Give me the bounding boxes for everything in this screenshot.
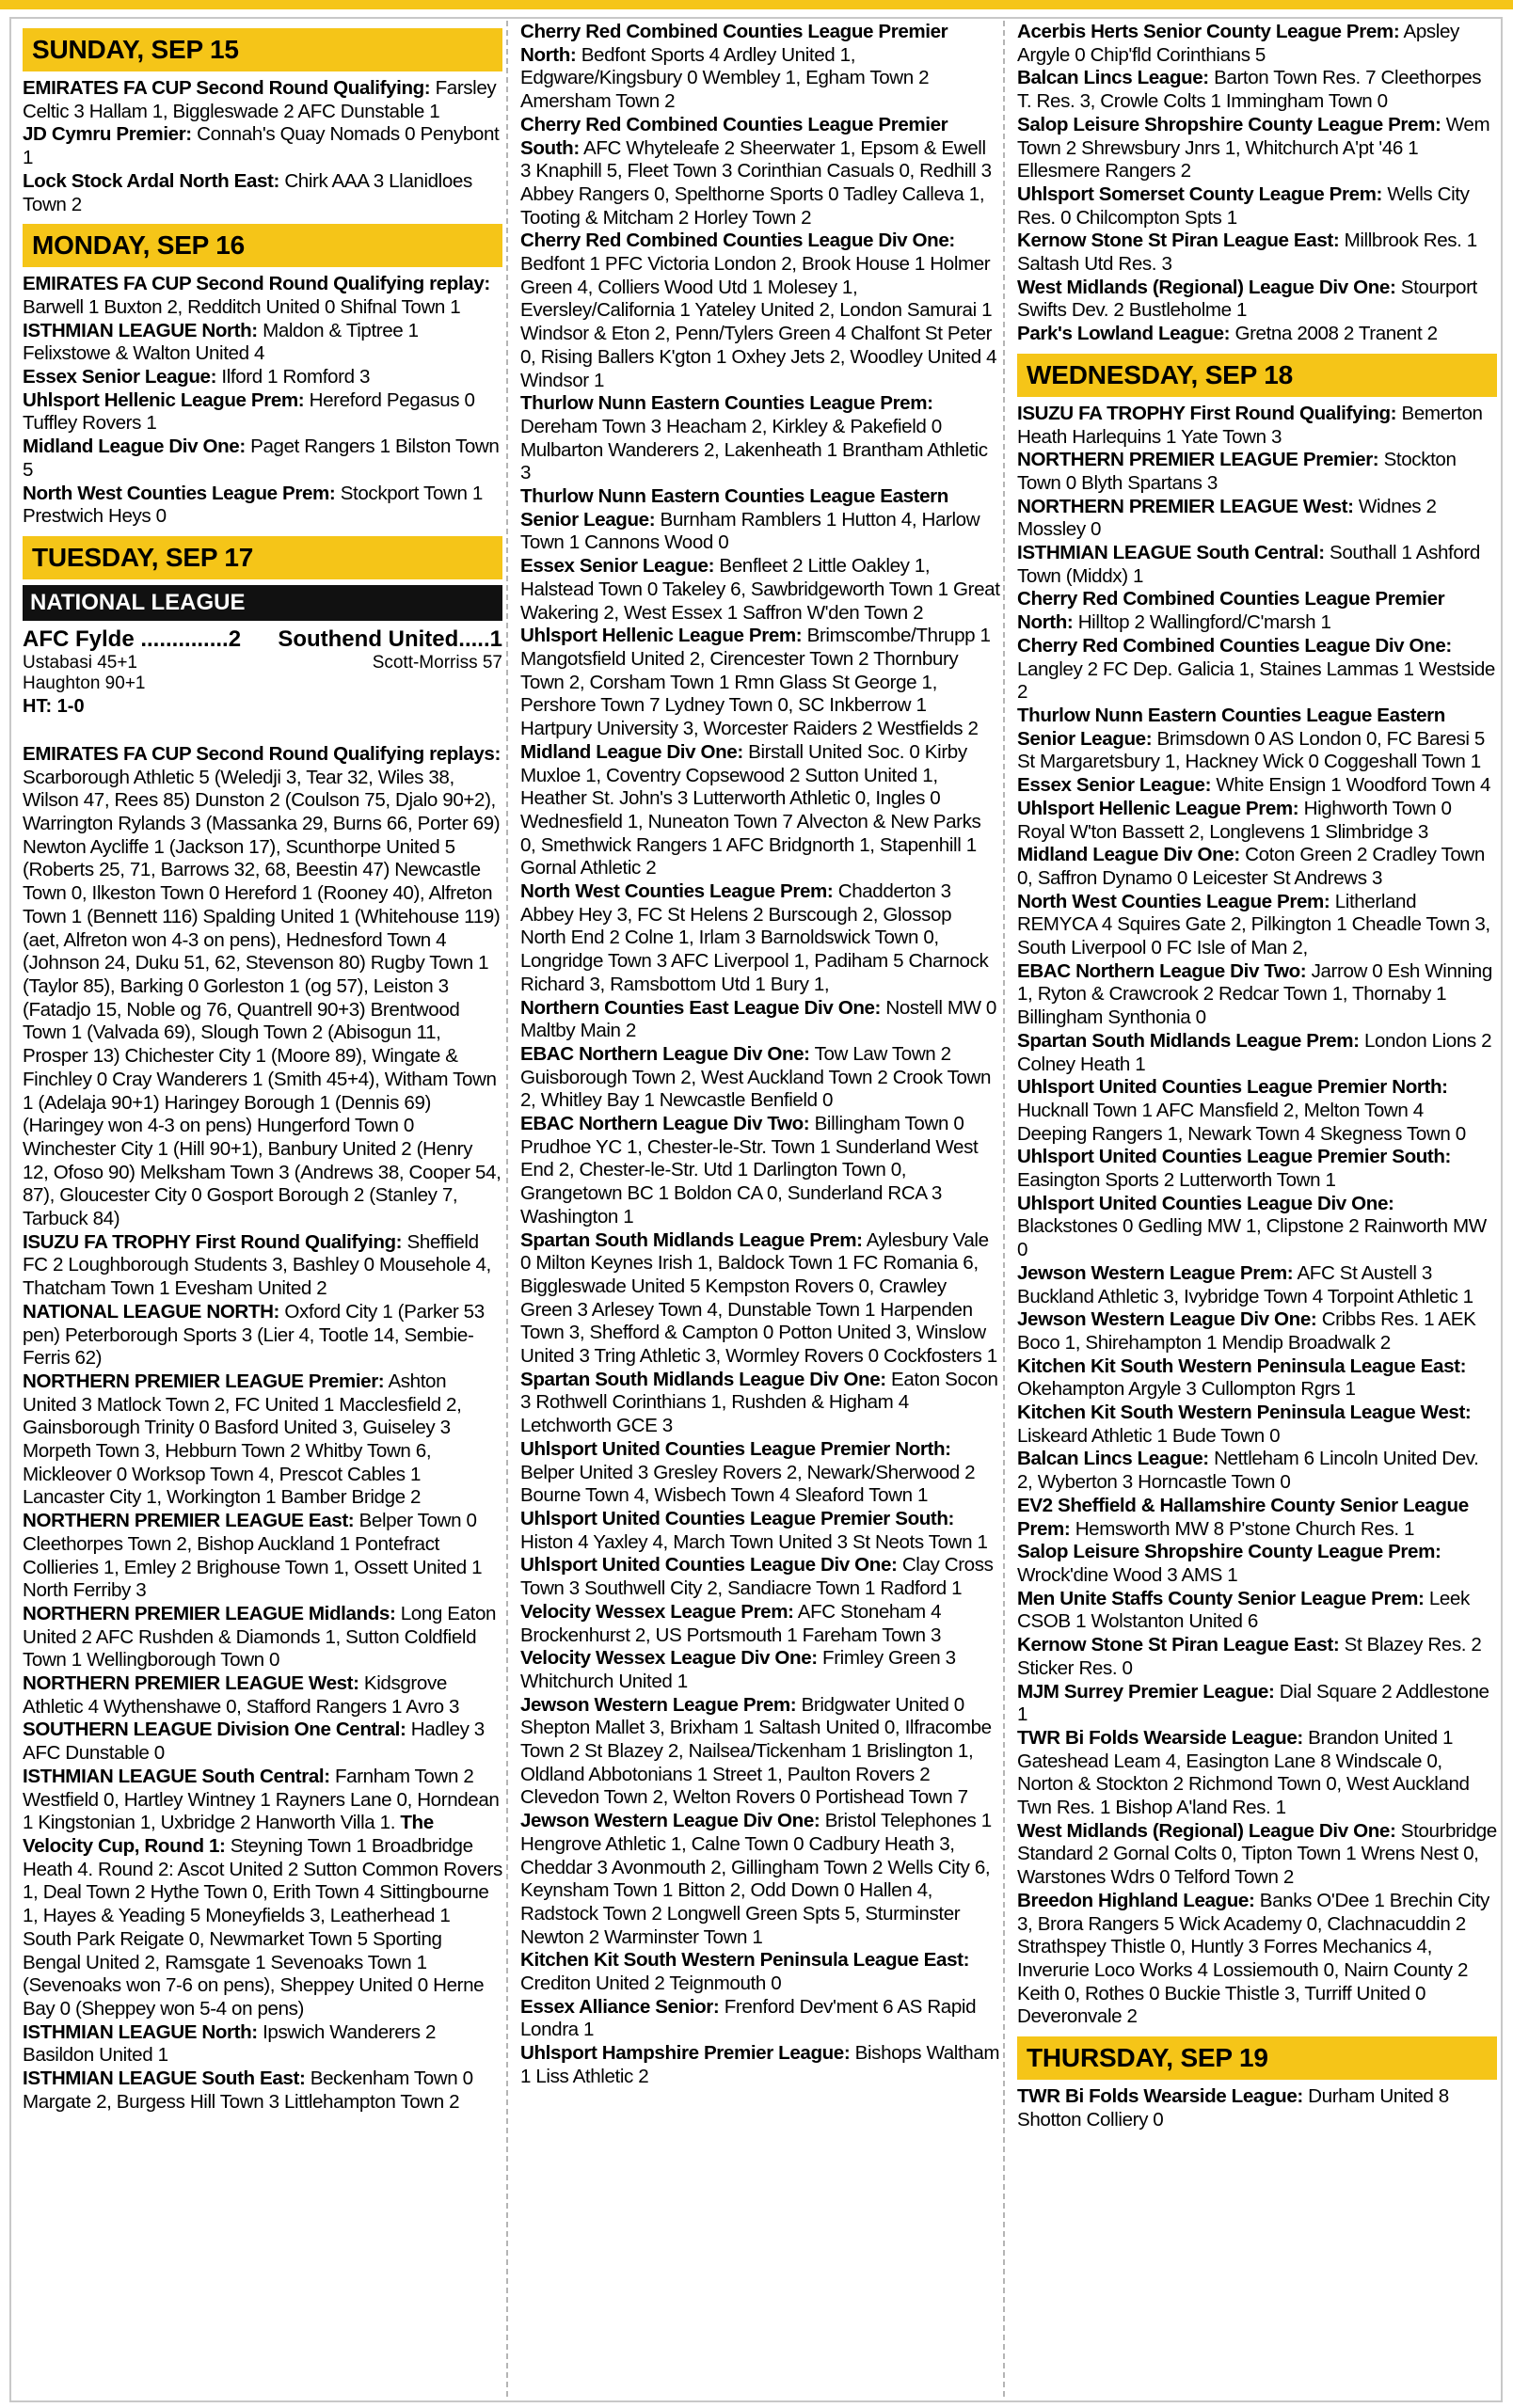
results-paragraph <box>520 2042 1000 2088</box>
day-heading: WEDNESDAY, SEP 18 <box>1017 354 1497 397</box>
results-paragraph <box>1017 1890 1497 2029</box>
league-name: MJM Surrey Premier League: <box>1017 1680 1275 1703</box>
results-text: Barton Town Res. 7 Cleethorpes T. Res. 3, Crowle Colts 1 Immingham Town 0 <box>1017 67 1482 113</box>
results-text: Nettleham 6 Lincoln United Dev. 2, Wyberton 3 Horncastle Town 0 <box>1017 1448 1479 1494</box>
league-name: JD Cymru Premier: <box>23 123 192 146</box>
results-paragraph <box>520 1438 1000 1508</box>
league-name: Cherry Red Combined Counties League Premier South: <box>520 113 948 159</box>
home-scorer: Haughton 90+1 <box>23 673 146 693</box>
league-name: Midland League Div One: <box>520 740 743 763</box>
results-paragraph <box>23 2021 502 2067</box>
league-name: Northern Counties East League Div One: <box>520 996 882 1019</box>
results-paragraph <box>1017 183 1497 230</box>
results-paragraph <box>1017 1448 1497 1494</box>
results-paragraph <box>520 880 1000 997</box>
results-column-2 <box>520 21 1000 2397</box>
league-name: Essex Alliance Senior: <box>520 1995 720 2018</box>
results-text: Brimscombe/Thrupp 1 Mangotsfield United 2, Cirencester Town 2 Thornbury Town 2, Corsham Town 1 Rmn Glass St George 1, Pershore Town 7 Lydney Town 0, SC Inkberrow 1 Hartpury University 3, Worcester Raiders 2 Westfields 2 <box>520 625 991 740</box>
results-text: Litherland REMYCA 4 Squires Gate 2, Pilkington 1 Cheadle Town 3, South Liverpool 0 FC Isle of Man 2, <box>1017 890 1490 959</box>
league-name: Thurlow Nunn Eastern Counties League Eastern Senior League: <box>1017 704 1445 750</box>
results-paragraph <box>23 1370 502 1510</box>
results-text: Dial Square 2 Addlestone 1 <box>1017 1680 1489 1726</box>
results-paragraph <box>23 77 502 123</box>
results-text: Maldon & Tiptree 1 Felixstowe & Walton United 4 <box>23 319 419 365</box>
results-paragraph <box>520 1554 1000 1600</box>
results-paragraph <box>1017 1355 1497 1402</box>
results-text: Leek CSOB 1 Wolstanton United 6 <box>1017 1587 1470 1633</box>
results-paragraph <box>1017 1308 1497 1354</box>
results-text: Bedfont Sports 4 Ardley United 1, Edgware/Kingsbury 0 Wembley 1, Egham Town 2 Amersham Town 2 <box>520 43 930 113</box>
results-text: Widnes 2 Mossley 0 <box>1017 495 1437 541</box>
away-team-score: Southend United.....1 <box>278 626 502 652</box>
results-paragraph <box>1017 496 1497 542</box>
results-paragraph <box>23 1510 502 1603</box>
results-paragraph <box>1017 1588 1497 1634</box>
results-text: Histon 4 Yaxley 4, March Town United 3 St Neots Town 1 <box>520 1530 988 1553</box>
results-text: Southall 1 Ashford Town (Middx) 1 <box>1017 542 1480 587</box>
league-name: Uhlsport United Counties League Premier South: <box>1017 1146 1452 1168</box>
results-text: Long Eaton United 2 AFC Rushden & Diamonds 1, Sutton Coldfield Town 1 Wellingborough Town 0 <box>23 1602 497 1671</box>
league-name: EMIRATES FA CUP Second Round Qualifying replay: <box>23 273 490 295</box>
day-heading: TUESDAY, SEP 17 <box>23 536 502 579</box>
results-paragraph <box>1017 1634 1497 1680</box>
results-paragraph <box>23 170 502 216</box>
results-text: Millbrook Res. 1 Saltash Utd Res. 3 <box>1017 230 1477 276</box>
results-text: Scarborough Athletic 5 (Weledji 3, Tear 32, Wiles 38, Wilson 47, Rees 85) Dunston 2 (Coulson 75, Djalo 90+2), Warrington Rylands 3 (Massanka 29, Burns 66, Porter 69) Newton Aycliffe 1 (Jackson 17), Scunthorpe United 5 (Roberts 25, 71, Barrows 32, 68, Beestin 47) Newcastle Town 0, Ilkeston Town 0 Hereford 1 (Rooney 40), Alfreton Town 1 (Bennett 116) Spalding United 1 (Whitehouse 119) (aet, Alfreton won 4-3 on pens), Hednesford Town 4 (Johnson 24, Duku 51, 62, Stevenson 80) Rugby Town 1 (Taylor 85), Barking 0 Gorleston 1 (og 57), Leiston 3 (Fatadjo 15, Noble og 76, Quantrell 90+3) Brentwood Town 1 (Valvada 69), Slough Town 2 (Abisogun 11, Prosper 13) Chichester City 1 (Moore 89), Wingate & Finchley 0 Cray Wanderers 1 (Smith 45+4), Witham Town 1 (Adelaja 90+1) Haringey Borough 1 (Dennis 69) (Haringey won 4-3 on pens) Hungerford Town 0 Winchester City 1 (Hill 90+1), Banbury United 2 (Henry 12, Ofoso 90) Melksham Town 3 (Andrews 38, Cooper 54, 87), Gloucester City 0 Gosport Borough 2 (Stanley 7, Tarbuck 84) <box>23 766 502 1230</box>
results-paragraph <box>1017 1030 1497 1076</box>
results-text: Ipswich Wanderers 2 Basildon United 1 <box>23 2020 436 2067</box>
league-name: Salop Leisure Shropshire County League Prem: <box>1017 113 1441 135</box>
league-name: Midland League Div One: <box>1017 844 1240 866</box>
results-paragraph <box>1017 1495 1497 1541</box>
results-text: Kidsgrove Athletic 4 Wythenshawe 0, Stafford Rangers 1 Avro 3 <box>23 1672 460 1718</box>
league-name: North West Counties League Prem: <box>1017 890 1330 912</box>
results-paragraph <box>520 1694 1000 1811</box>
league-name: NORTHERN PREMIER LEAGUE West: <box>23 1672 359 1695</box>
league-name: Spartan South Midlands League Prem: <box>1017 1029 1360 1052</box>
results-text: St Blazey Res. 2 Sticker Res. 0 <box>1017 1634 1482 1679</box>
results-paragraph <box>520 1113 1000 1229</box>
column-divider <box>1003 21 1005 2397</box>
results-paragraph <box>1017 1076 1497 1146</box>
league-name: Velocity Wessex League Div One: <box>520 1647 818 1670</box>
results-paragraph <box>520 21 1000 114</box>
results-paragraph <box>23 1719 502 1765</box>
results-text: Paget Rangers 1 Bilston Town 5 <box>23 436 500 481</box>
league-name: EBAC Northern League Div One: <box>520 1042 810 1065</box>
results-paragraph <box>1017 449 1497 495</box>
results-text: Ilford 1 Romford 3 <box>221 366 370 388</box>
results-text: White Ensign 1 Woodford Town 4 <box>1216 774 1491 797</box>
results-text: Wrock'dine Wood 3 AMS 1 <box>1017 1564 1238 1586</box>
results-paragraph <box>1017 277 1497 323</box>
league-name: The Velocity Cup, Round 1: <box>23 1812 434 1857</box>
results-text: Okehampton Argyle 3 Cullompton Rgrs 1 <box>1017 1378 1356 1401</box>
results-text: Frenford Dev'ment 6 AS Rapid Londra 1 <box>520 1995 977 2041</box>
results-column-3 <box>1017 21 1497 2397</box>
league-name: Kitchen Kit South Western Peninsula League West: <box>1017 1402 1472 1424</box>
results-paragraph <box>1017 1541 1497 1587</box>
results-paragraph <box>23 1766 502 2021</box>
league-name: Thurlow Nunn Eastern Counties League Eastern Senior League: <box>520 485 948 531</box>
league-name: ISUZU FA TROPHY First Round Qualifying: <box>1017 402 1397 424</box>
league-name: Cherry Red Combined Counties League Div One: <box>520 230 955 252</box>
league-name: EBAC Northern League Div Two: <box>1017 959 1307 982</box>
league-name: Uhlsport Hellenic League Prem: <box>1017 797 1299 819</box>
results-text: Chirk AAA 3 Llanidloes Town 2 <box>23 169 472 215</box>
league-name: TWR Bi Folds Wearside League: <box>1017 1726 1303 1749</box>
results-paragraph <box>1017 323 1497 346</box>
league-name: Cherry Red Combined Counties League Premier North: <box>520 21 948 66</box>
league-name: Jewson Western League Div One: <box>520 1810 820 1832</box>
league-name: Lock Stock Ardal North East: <box>23 169 279 192</box>
results-text: Highworth Town 0 Royal W'ton Bassett 2, Longlevens 1 Slimbridge 3 <box>1017 797 1452 843</box>
league-name: Kernow Stone St Piran League East: <box>1017 1634 1340 1656</box>
results-text: Dereham Town 3 Heacham 2, Kirkley & Pakefield 0 Mulbarton Wanderers 2, Lakenheath 1 Brantham Athletic 3 <box>520 415 988 484</box>
results-paragraph <box>520 1369 1000 1438</box>
league-name: EBAC Northern League Div Two: <box>520 1113 810 1135</box>
results-paragraph <box>1017 230 1497 276</box>
home-scorer: Ustabasi 45+1 <box>23 652 137 673</box>
results-paragraph <box>520 1810 1000 1949</box>
results-text: Wells City Res. 0 Chilcompton Spts 1 <box>1017 182 1470 229</box>
results-paragraph <box>1017 1146 1497 1192</box>
league-name: NORTHERN PREMIER LEAGUE Midlands: <box>23 1602 396 1624</box>
day-heading: SUNDAY, SEP 15 <box>23 28 502 71</box>
results-paragraph <box>1017 21 1497 67</box>
league-name: Uhlsport Hellenic League Prem: <box>23 388 305 411</box>
results-paragraph <box>520 1043 1000 1113</box>
home-team-score: AFC Fylde ..............2 <box>23 626 242 652</box>
results-text: AFC Stoneham 4 Brockenhurst 2, US Portsmouth 1 Fareham Town 3 <box>520 1600 942 1646</box>
results-text: Wem Town 2 Shrewsbury Jnrs 1, Whitchurch A'pt '46 1 Ellesmere Rangers 2 <box>1017 113 1490 182</box>
results-text: London Lions 2 Colney Heath 1 <box>1017 1029 1492 1075</box>
league-name: ISTHMIAN LEAGUE South East: <box>23 2067 306 2090</box>
league-name: Cherry Red Combined Counties League Premier North: <box>1017 588 1445 634</box>
league-name: Breedon Highland League: <box>1017 1889 1255 1911</box>
league-name: West Midlands (Regional) League Div One: <box>1017 1819 1396 1842</box>
results-paragraph <box>520 741 1000 880</box>
results-paragraph <box>23 273 502 319</box>
results-text: AFC Whyteleafe 2 Sheerwater 1, Epsom & Ewell 3 Knaphill 5, Fleet Town 3 Corinthian Casuals 0, Redhill 3 Abbey Rangers 0, Spelthorne Sports 0 Tadley Calleva 1, Tooting & Mitcham 2 Horley Town 2 <box>520 136 992 229</box>
league-name: Jewson Western League Prem: <box>520 1693 797 1716</box>
results-text: Burnham Ramblers 1 Hutton 4, Harlow Town 1 Cannons Wood 0 <box>520 508 980 554</box>
results-text: Steyning Town 1 Broadbridge Heath 4. Round 2: Ascot United 2 Sutton Common Rovers 1, Deal Town 2 Hythe Town 0, Erith Town 4 Sittingbourne 1, Hayes & Yeading 5 Moneyfields 3, Leatherhead 1 South Park Reigate 0, Newmarket Town 5 Sporting Bengal United 2, Ramsgate 1 Sevenoaks Town 1 (Sevenoaks won 7-6 on pens), Sheppey United 0 Herne Bay 0 (Sheppey won 5-4 on pens) <box>23 1835 502 2020</box>
away-scorer: Scott-Morriss 57 <box>372 652 502 673</box>
league-name: EMIRATES FA CUP Second Round Qualifying replays: <box>23 742 501 765</box>
results-paragraph <box>520 1601 1000 1647</box>
results-paragraph <box>1017 1193 1497 1262</box>
results-paragraph <box>23 436 502 482</box>
results-text: Brimsdown 0 AS London 0, FC Baresi 5 St Margaretsbury 1, Hackney Wick 0 Coggeshall Town 1 <box>1017 727 1485 773</box>
league-name: North West Counties League Prem: <box>520 880 834 903</box>
league-name: NORTHERN PREMIER LEAGUE Premier: <box>1017 449 1379 471</box>
results-text: Bishops Waltham 1 Liss Athletic 2 <box>520 2042 1000 2087</box>
league-name: Thurlow Nunn Eastern Counties League Prem: <box>520 392 933 415</box>
results-paragraph <box>520 997 1000 1043</box>
results-paragraph <box>1017 891 1497 960</box>
league-name: Uhlsport United Counties League Premier North: <box>1017 1076 1448 1099</box>
results-paragraph <box>520 555 1000 625</box>
results-text: Crediton United 2 Teignmouth 0 <box>520 1972 782 1995</box>
league-name: ISTHMIAN LEAGUE South Central: <box>23 1765 330 1787</box>
results-paragraph <box>520 1508 1000 1554</box>
league-name: Uhlsport Hellenic League Prem: <box>520 625 803 647</box>
results-text: Aylesbury Vale 0 Milton Keynes Irish 1, Baldock Town 1 FC Romania 6, Biggleswade United 5 Kempston Rovers 0, Crawley Green 3 Arlesey Town 4, Dunstable Town 1 Harpenden Town 3, Shefford & Campton 0 Potton United 3, Winslow United 3 Tring Athletic 3, Wormley Rovers 0 Cockfosters 1 <box>520 1228 997 1368</box>
league-name: Balcan Lincs League: <box>1017 67 1209 89</box>
league-name: EV2 Sheffield & Hallamshire County Senior League Prem: <box>1017 1494 1469 1540</box>
results-paragraph <box>1017 114 1497 183</box>
results-paragraph <box>23 483 502 529</box>
results-paragraph <box>23 743 502 1231</box>
results-text: Stourbridge Standard 2 Gornal Colts 0, Tipton Town 1 Wrens Nest 0, Warstones Wdrs 0 Telford Town 2 <box>1017 1819 1497 1889</box>
league-name: Essex Senior League: <box>23 366 217 388</box>
results-text: Beckenham Town 0 Margate 2, Burgess Hill Town 3 Littlehampton Town 2 <box>23 2067 473 2113</box>
league-name: Essex Senior League: <box>1017 774 1212 797</box>
results-text: Barwell 1 Buxton 2, Redditch United 0 Shifnal Town 1 <box>23 295 461 318</box>
results-text: Eaton Socon 3 Rothwell Corinthians 1, Rushden & Higham 4 Letchworth GCE 3 <box>520 1368 998 1437</box>
results-paragraph <box>23 320 502 366</box>
results-paragraph <box>1017 542 1497 588</box>
results-text: Langley 2 FC Dep. Galicia 1, Staines Lammas 1 Westside 2 <box>1017 657 1495 704</box>
results-text: AFC St Austell 3 Buckland Athletic 3, Ivybridge Town 4 Torpoint Athletic 1 <box>1017 1261 1473 1307</box>
results-paragraph <box>23 1672 502 1719</box>
results-paragraph <box>1017 1820 1497 1890</box>
results-text: Bristol Telephones 1 Hengrove Athletic 1, Calne Town 0 Cadbury Heath 3, Cheddar 3 Avonmouth 2, Gillingham Town 2 Wells City 6, Keynsham Town 1 Bitton 2, Odd Down 0 Hallen 4, Radstock Town 2 Longwell Green Spts 5, Sturminster Newton 2 Warminster Town 1 <box>520 1810 992 1948</box>
league-name: Kernow Stone St Piran League East: <box>1017 230 1340 252</box>
results-text: Tow Law Town 2 Guisborough Town 2, West Auckland Town 2 Crook Town 2, Whitley Bay 1 Newcastle Benfield 0 <box>520 1042 992 1112</box>
column-divider <box>506 21 508 2397</box>
results-text: Brandon United 1 Gateshead Leam 4, Easington Lane 8 Windscale 0, Norton & Stockton 2 Richmond Town 0, West Auckland Twn Res. 1 Bishop A'land Res. 1 <box>1017 1726 1470 1819</box>
league-name: Midland League Div One: <box>23 436 246 458</box>
league-name: Uhlsport United Counties League Div One: <box>1017 1192 1394 1214</box>
half-time-score: HT: 1-0 <box>23 695 85 717</box>
results-paragraph <box>520 1229 1000 1369</box>
results-text: Blackstones 0 Gedling MW 1, Clipstone 2 Rainworth MW 0 <box>1017 1215 1487 1261</box>
league-name: ISTHMIAN LEAGUE North: <box>23 2020 258 2043</box>
results-text: Belper United 3 Gresley Rovers 2, Newark/Sherwood 2 Bourne Town 4, Wisbech Town 4 Sleaford Town 1 <box>520 1461 976 1507</box>
results-text: Hemsworth MW 8 P'stone Church Res. 1 <box>1075 1517 1415 1540</box>
league-name: Spartan South Midlands League Div One: <box>520 1368 886 1390</box>
league-name: Salop Leisure Shropshire County League Prem: <box>1017 1541 1441 1563</box>
results-text: Belper Town 0 Cleethorpes Town 2, Bishop Auckland 1 Pontefract Collieries 1, Emley 2 Brighouse Town 1, Ossett United 1 North Ferriby 3 <box>23 1510 483 1602</box>
results-text: Gretna 2008 2 Tranent 2 <box>1234 323 1438 345</box>
results-paragraph <box>520 1647 1000 1693</box>
results-text: Stourport Swifts Dev. 2 Bustleholme 1 <box>1017 276 1477 322</box>
results-text: Hucknall Town 1 AFC Mansfield 2, Melton Town 4 Deeping Rangers 1, Newark Town 4 Skegness Town 0 <box>1017 1099 1466 1145</box>
league-name: Velocity Wessex League Prem: <box>520 1600 794 1623</box>
results-paragraph <box>520 1949 1000 1995</box>
day-heading: MONDAY, SEP 16 <box>23 224 502 267</box>
league-name: ISTHMIAN LEAGUE South Central: <box>1017 542 1325 564</box>
results-paragraph <box>1017 774 1497 798</box>
league-name: NORTHERN PREMIER LEAGUE Premier: <box>23 1370 385 1392</box>
league-name: NORTHERN PREMIER LEAGUE East: <box>23 1510 355 1532</box>
results-paragraph <box>1017 960 1497 1030</box>
results-paragraph <box>520 392 1000 485</box>
results-column-1 <box>23 21 502 2397</box>
league-name: ISUZU FA TROPHY First Round Qualifying: <box>23 1230 403 1253</box>
results-text: Chadderton 3 Abbey Hey 3, FC St Helens 2 Burscough 2, Glossop North End 2 Colne 1, Irlam 3 Barnoldswick Town 0, Longridge Town 3 AFC Liverpool 1, Padiham 5 Charnock Richard 3, Ramsbottom Utd 1 Bury 1, <box>520 880 989 995</box>
results-paragraph <box>23 123 502 169</box>
results-text: Farsley Celtic 3 Hallam 1, Biggleswade 2 AFC Dunstable 1 <box>23 77 497 122</box>
results-text: Banks O'Dee 1 Brechin City 3, Brora Rangers 5 Wick Academy 0, Clachnacuddin 2 Strathspey Thistle 0, Huntly 3 Forres Mechanics 4, Inverurie Loco Works 4 Lossiemouth 0, Nairn County 2 Keith 0, Rothes 0 Buckie Thistle 3, Turriff United 0 Deveronvale 2 <box>1017 1889 1489 2028</box>
results-paragraph <box>1017 1727 1497 1820</box>
results-text: Clay Cross Town 3 Southwell City 2, Sandiacre Town 1 Radford 1 <box>520 1554 994 1600</box>
results-text: Stockton Town 0 Blyth Spartans 3 <box>1017 449 1457 494</box>
results-text: Ashton United 3 Matlock Town 2, FC United 1 Macclesfield 2, Gainsborough Trinity 0 Basford United 3, Guiseley 3 Morpeth Town 3, Hebburn Town 2 Whitby Town 6, Mickleover 0 Worksop Town 4, Prescot Cables 1 Lancaster City 1, Workington 1 Bamber Bridge 2 <box>23 1370 462 1509</box>
competition-banner: NATIONAL LEAGUE <box>23 585 502 621</box>
results-paragraph <box>1017 67 1497 113</box>
results-text: Hadley 3 AFC Dunstable 0 <box>23 1719 485 1765</box>
results-text: Bemerton Heath Harlequins 1 Yate Town 3 <box>1017 402 1483 448</box>
results-paragraph <box>23 1231 502 1301</box>
results-paragraph <box>23 1301 502 1370</box>
league-name: North West Counties League Prem: <box>23 482 336 504</box>
results-text: Birstall United Soc. 0 Kirby Muxloe 1, Coventry Copsewood 2 Sutton United 1, Heather St. John's 3 Lutterworth Athletic 0, Ingles 0 Wednesfield 1, Nuneaton Town 7 Alvecton & New Parks 0, Smethwick Rangers 1 AFC Bridgnorth 1, Stapenhill 1 Gornal Athletic 2 <box>520 740 981 879</box>
results-paragraph <box>520 485 1000 555</box>
results-text: Bridgwater United 0 Shepton Mallet 3, Brixham 1 Saltash United 0, Ilfracombe Town 2 St Blazey 2, Nailsea/Tickenham 1 Brislington 1, Oldland Abbotonians 1 Street 1, Paulton Rovers 2 Clevedon Town 2, Welton Rovers 0 Portishead Town 7 <box>520 1693 992 1809</box>
results-paragraph <box>1017 1402 1497 1448</box>
results-paragraph <box>1017 1681 1497 1727</box>
league-name: Spartan South Midlands League Prem: <box>520 1228 863 1251</box>
results-text: Hilltop 2 Wallingford/C'marsh 1 <box>1077 611 1331 634</box>
results-text: Liskeard Athletic 1 Bude Town 0 <box>1017 1424 1281 1447</box>
results-text: Benfleet 2 Little Oakley 1, Halstead Town 0 Takeley 6, Sawbridgeworth Town 1 Great Wakering 2, West Essex 1 Saffron W'den Town 2 <box>520 555 1000 624</box>
league-name: Kitchen Kit South Western Peninsula League East: <box>520 1949 970 1972</box>
league-name: West Midlands (Regional) League Div One: <box>1017 276 1396 298</box>
results-paragraph <box>23 1603 502 1672</box>
league-name: Uhlsport United Counties League Premier South: <box>520 1508 955 1529</box>
results-paragraph <box>1017 2085 1497 2131</box>
league-name: Uhlsport Hampshire Premier League: <box>520 2042 851 2065</box>
results-text: Durham United 8 Shotton Colliery 0 <box>1017 2085 1449 2131</box>
results-text: Apsley Argyle 0 Chip'fld Corinthians 5 <box>1017 21 1459 66</box>
results-paragraph <box>520 114 1000 230</box>
league-name: SOUTHERN LEAGUE Division One Central: <box>23 1719 406 1741</box>
top-accent-bar <box>0 0 1513 9</box>
results-text: Frimley Green 3 Whitchurch United 1 <box>520 1647 956 1692</box>
league-name: Uhlsport Somerset County League Prem: <box>1017 182 1382 205</box>
results-text: Hereford Pegasus 0 Tuffley Rovers 1 <box>23 388 475 435</box>
results-text: Easington Sports 2 Lutterworth Town 1 <box>1017 1169 1336 1192</box>
results-paragraph <box>1017 635 1497 705</box>
results-text: Cribbs Res. 1 AEK Boco 1, Shirehampton 1 Mendip Broadwalk 2 <box>1017 1308 1476 1354</box>
results-text: Connah's Quay Nomads 0 Penybont 1 <box>23 123 500 169</box>
league-name: Jewson Western League Div One: <box>1017 1308 1317 1331</box>
results-paragraph <box>1017 798 1497 844</box>
match-result-line <box>23 626 502 653</box>
results-text: Farnham Town 2 Westfield 0, Hartley Wintney 1 Rayners Lane 0, Horndean 1 Kingstonian 1, Uxbridge 2 Hanworth Villa 1. <box>23 1765 500 1834</box>
results-paragraph <box>23 389 502 436</box>
results-text: Oxford City 1 (Parker 53 pen) Peterborough Sports 3 (Lier 4, Tootle 14, Sembie-Ferris 62) <box>23 1300 485 1370</box>
league-name: Men Unite Staffs County Senior League Prem: <box>1017 1587 1425 1609</box>
league-name: NATIONAL LEAGUE NORTH: <box>23 1300 280 1323</box>
league-name: Jewson Western League Prem: <box>1017 1261 1294 1284</box>
results-paragraph <box>23 366 502 389</box>
league-name: EMIRATES FA CUP Second Round Qualifying: <box>23 77 431 99</box>
league-name: Cherry Red Combined Counties League Div One: <box>1017 634 1452 657</box>
results-paragraph <box>1017 705 1497 774</box>
day-heading: THURSDAY, SEP 19 <box>1017 2036 1497 2080</box>
league-name: TWR Bi Folds Wearside League: <box>1017 2085 1303 2108</box>
league-name: Balcan Lincs League: <box>1017 1448 1209 1470</box>
league-name: Park's Lowland League: <box>1017 323 1231 345</box>
league-name: NORTHERN PREMIER LEAGUE West: <box>1017 495 1354 517</box>
league-name: Uhlsport United Counties League Div One: <box>520 1554 898 1576</box>
results-paragraph <box>1017 844 1497 890</box>
results-text: Nostell MW 0 Maltby Main 2 <box>520 996 996 1042</box>
results-text: Sheffield FC 2 Loughborough Students 3, Bashley 0 Mousehole 4, Thatcham Town 1 Evesham United 2 <box>23 1230 491 1300</box>
league-name: Kitchen Kit South Western Peninsula League East: <box>1017 1354 1467 1377</box>
results-text: Jarrow 0 Esh Winning 1, Ryton & Crawcrook 2 Redcar Town 1, Thornaby 1 Billingham Synthonia 0 <box>1017 959 1492 1029</box>
results-paragraph <box>23 2067 502 2114</box>
league-name: ISTHMIAN LEAGUE North: <box>23 319 258 341</box>
results-paragraph <box>1017 403 1497 449</box>
results-paragraph <box>1017 588 1497 634</box>
goal-scorers-line <box>23 653 502 673</box>
results-paragraph <box>520 625 1000 741</box>
league-name: Uhlsport United Counties League Premier North: <box>520 1437 951 1460</box>
results-text: Billingham Town 0 Prudhoe YC 1, Chester-le-Str. Town 1 Sunderland West End 2, Chester-le-Str. Utd 1 Darlington Town 0, Grangetown BC 1 Boldon CA 0, Sunderland RCA 3 Washington 1 <box>520 1113 979 1228</box>
league-name: Essex Senior League: <box>520 555 715 578</box>
results-paragraph <box>1017 1262 1497 1308</box>
goal-scorers-line <box>23 673 502 694</box>
results-text: Stockport Town 1 Prestwich Heys 0 <box>23 482 483 528</box>
results-paragraph <box>520 1996 1000 2042</box>
results-text: Coton Green 2 Cradley Town 0, Saffron Dynamo 0 Leicester St Andrews 3 <box>1017 844 1485 889</box>
results-paragraph <box>520 230 1000 392</box>
league-name: Acerbis Herts Senior County League Prem: <box>1017 21 1400 42</box>
results-text: Bedfont 1 PFC Victoria London 2, Brook House 1 Holmer Green 4, Colliers Wood Utd 1 Molesey 1, Eversley/California 1 Yateley United 2, London Samurai 1 Windsor & Eton 2, Penn/Tylers Green 4 Chalfont St Peter 0, Rising Ballers K'gton 1 Oxhey Jets 2, Woodley United 4 Windsor 1 <box>520 253 997 391</box>
